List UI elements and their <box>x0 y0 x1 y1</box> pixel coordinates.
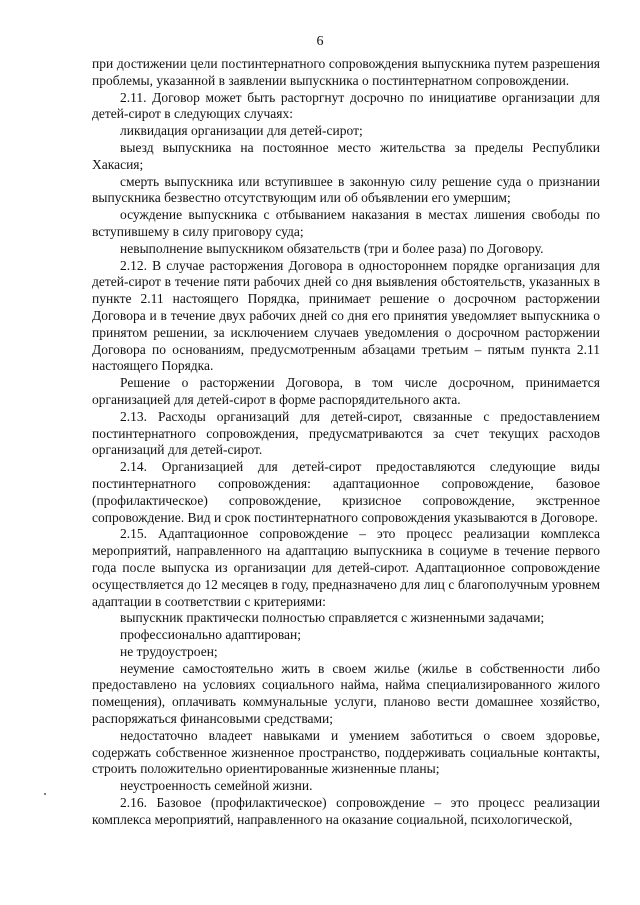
paragraph-2-13: 2.13. Расходы организаций для детей-сирот, связанные с предоставлением постинтернатного сопровождения, предусматриваются за счет текущих расходов организаций для детей-сирот. <box>92 408 600 458</box>
list-item: выпускник практически полностью справляется с жизненными задачами; <box>120 610 545 626</box>
paragraph-2-14: 2.14. Организацией для детей-сирот предоставляются следующие виды постинтернатного сопровождения: адаптационное сопровождение, базовое (профилактическое) сопровождение, кризисное сопровождение, экстренное сопровождение. Вид и срок постинтернатного сопровождения указываются в Договоре. <box>92 459 600 525</box>
paragraph: Решение о расторжении Договора, в том числе досрочном, принимается организацией для детей-сирот в форме распорядительного акта. <box>92 375 600 407</box>
paragraph-2-12: 2.12. В случае расторжения Договора в одностороннем порядке организация для детей-сирот в течение пяти рабочих дней со дня выявления обстоятельств, указанных в пункте 2.11 настоящего Порядка, принимает решение о досрочном расторжении Договора и в течение двух рабочих дней со дня его принятия уведомляет выпускника о принятом решении, за исключением случаев уведомления о досрочном расторжении Договора по основаниям, предусмотренным абзацами третьим – пятым пункта 2.11 настоящего Порядка. <box>92 257 600 374</box>
list-item: осуждение выпускника с отбыванием наказания в местах лишения свободы по вступившему в силу приговору суда; <box>92 207 600 239</box>
list-item: недостаточно владеет навыками и умением заботиться о своем здоровье, содержать собственное жизненное пространство, поддерживать социальные контакты, строить положительно ориентированные жизненные планы; <box>92 727 600 777</box>
paragraph-2-15: 2.15. Адаптационное сопровождение – это процесс реализации комплекса мероприятий, направленного на адаптацию выпускника в социуме в течение первого года после выпуска из организации для детей-сирот. Адаптационное сопровождение осуществляется до 12 месяцев в году, предназначено для лиц с благополучным уровнем адаптации в соответствии с критериями: <box>92 526 600 609</box>
list-item: ликвидация организации для детей-сирот; <box>120 123 363 139</box>
list-item: невыполнение выпускником обязательств (три и более раза) по Договору. <box>120 240 544 256</box>
list-item: смерть выпускника или вступившее в законную силу решение суда о признании выпускника безвестно отсутствующим или об объявлении его умершим; <box>92 173 600 206</box>
page-number: 6 <box>316 34 324 49</box>
scan-speck <box>44 793 46 795</box>
list-item: выезд выпускника на постоянное место жительства за пределы Республики Хакасия; <box>92 139 600 172</box>
list-item: неумение самостоятельно жить в своем жилье (жилье в собственности либо предоставлено на условиях социального найма, найма специализированного жилого помещения), оплачивать коммунальные услуги, планово вести домашнее хозяйство, распоряжаться финансовыми средствами; <box>92 660 600 727</box>
paragraph-2-11: 2.11. Договор может быть расторгнут досрочно по инициативе организации для детей-сирот в следующих случаях: <box>92 89 600 122</box>
list-item: неустроенность семейной жизни. <box>120 778 313 794</box>
paragraph-continuation: при достижении цели постинтернатного сопровождения выпускника путем разрешения проблемы, указанной в заявлении выпускника о постинтернатном сопровождении. <box>92 56 600 88</box>
list-item: профессионально адаптирован; <box>120 627 302 643</box>
document-body <box>92 56 600 829</box>
paragraph-2-16: 2.16. Базовое (профилактическое) сопровождение – это процесс реализации комплекса мероприятий, направленного на оказание социальной, психологической, <box>92 795 600 827</box>
list-item: не трудоустроен; <box>120 643 218 659</box>
